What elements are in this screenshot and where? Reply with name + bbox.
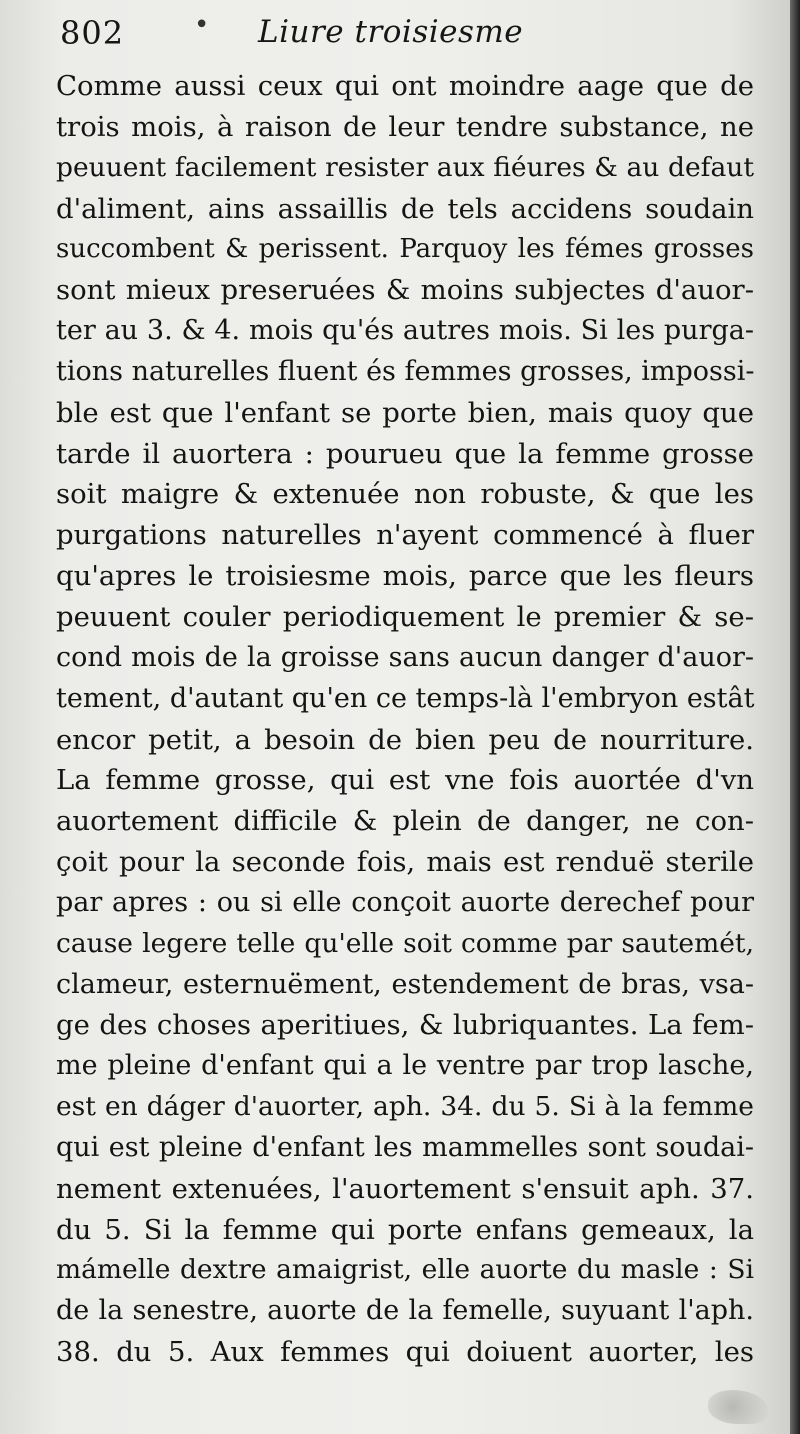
text-line: est en dáger d'auorter, aph. 34. du 5. Si à la femme (56, 1091, 754, 1123)
text-line: La femme grosse, qui est vne fois auortée d'vn (56, 764, 754, 797)
text-line: ble est que l'enfant se porte bien, mais quoy que (56, 396, 754, 429)
text-line: tarde il auortera : pourueu que la femme grosse (56, 437, 754, 470)
text-line: succombent & perissent. Parquoy les fémes grosses (56, 234, 754, 265)
text-line: tement, d'autant qu'en ce temps-là l'embryon estât (56, 682, 755, 714)
text-line: du 5. Si la femme qui porte enfans gemeaux, la (56, 1213, 754, 1246)
text-line: clameur, esternuëment, estendement de bras, vsa- (56, 968, 754, 1000)
text-line: auortement difficile & plein de danger, ne con- (56, 805, 754, 838)
text-line: çoit pour la seconde fois, mais est renduë sterile (56, 846, 754, 879)
text-line: d'aliment, ains assaillis de tels accidens soudain (56, 192, 754, 225)
text-line: peuuent facilement resister aux fiéures & au defaut (56, 151, 754, 183)
text-line: nement extenuées, l'auortement s'ensuit aph. 37. (56, 1172, 754, 1205)
running-title: Liure troisiesme (258, 14, 524, 50)
text-line: purgations naturelles n'ayent commencé à fluer (56, 519, 754, 552)
text-line: par apres : ou si elle conçoit auorte derechef pour (56, 886, 754, 918)
text-line: soit maigre & extenuée non robuste, & que les (56, 478, 754, 511)
body-text (56, 66, 754, 1373)
text-line: 38. du 5. Aux femmes qui doiuent auorter, les (56, 1336, 754, 1369)
text-line: cause legere telle qu'elle soit comme par sautemét, (56, 927, 754, 959)
page-header (58, 10, 750, 58)
header-separator: • (194, 10, 210, 40)
text-line: Comme aussi ceux qui ont moindre aage que de (56, 70, 754, 102)
text-line: tions naturelles fluent és femmes grosses, impossi- (56, 355, 755, 387)
text-line: ter au 3. & 4. mois qu'és autres mois. Si les purga- (56, 315, 754, 347)
text-line: me pleine d'enfant qui a le ventre par trop lasche, (56, 1050, 754, 1082)
text-line: qui est pleine d'enfant les mammelles sont soudai- (56, 1131, 754, 1163)
text-line: ge des choses aperitiues, & lubriquantes. La fem- (56, 1009, 754, 1042)
paper-stain (708, 1390, 768, 1424)
page-edge (790, 0, 800, 1434)
text-line: sont mieux preseruées & moins subjectes d'auor- (56, 274, 754, 307)
text-line: trois mois, à raison de leur tendre substance, ne (56, 110, 754, 143)
text-line: de la senestre, auorte de la femelle, suyuant l'aph. (56, 1295, 754, 1327)
text-line: qu'apres le troisiesme mois, parce que les fleurs (56, 560, 754, 593)
text-line: mámelle dextre amaigrist, elle auorte du masle : Si (56, 1254, 754, 1286)
text-line: peuuent couler periodiquement le premier & se- (56, 600, 754, 633)
page-number: 802 (60, 14, 125, 52)
text-line: cond mois de la groisse sans aucun danger d'auor- (56, 641, 754, 673)
text-line: encor petit, a besoin de bien peu de nourriture. (56, 723, 754, 756)
